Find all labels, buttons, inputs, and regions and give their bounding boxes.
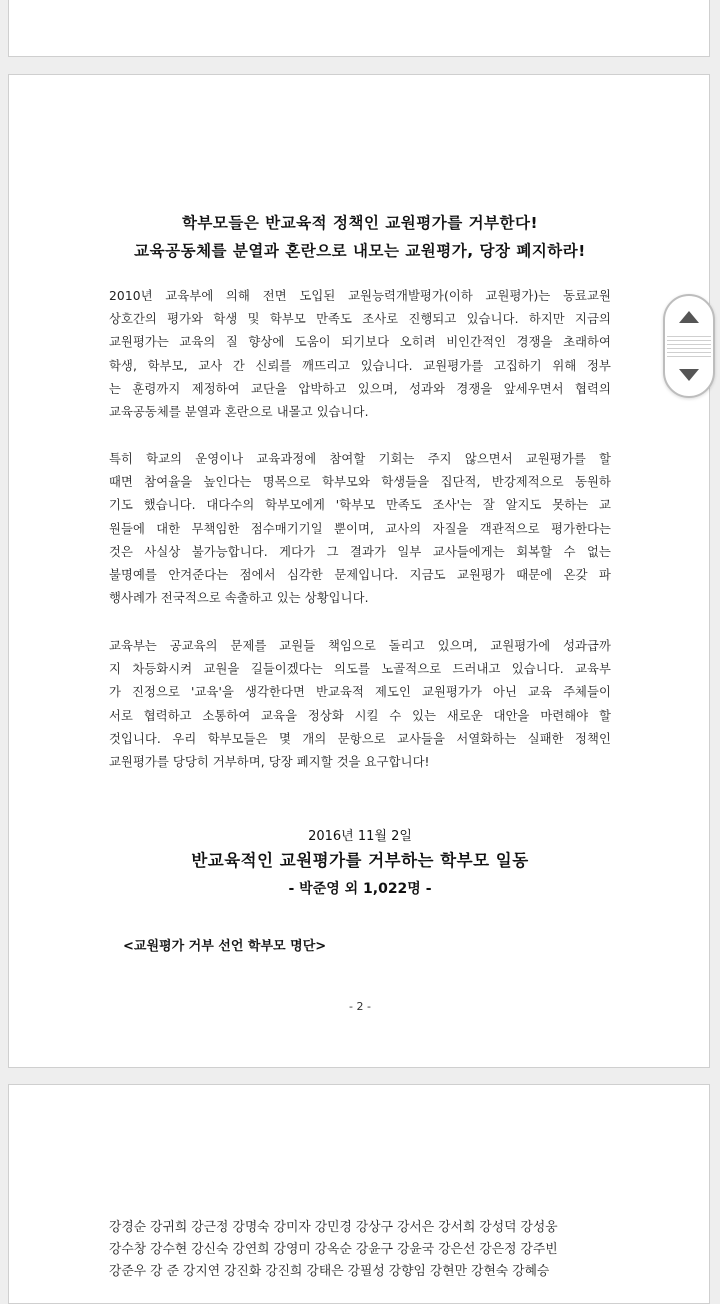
paragraph-line: 기도 했습니다. 대다수의 학부모에게 '학부모 만족도 조사'는 잘 알지도 못하는 교 (109, 498, 611, 513)
triangle-down-icon (679, 369, 699, 381)
paragraph-line: 상호간의 평가와 학생 및 학부모 만족도 조사로 진행되고 있습니다. 하지만 지금의 (109, 312, 611, 327)
scroll-up-button[interactable] (665, 300, 713, 334)
paragraph-line: 교원평가는 교육의 질 향상에 도움이 되기보다 오히려 비인간적인 경쟁을 초래하여 (109, 335, 611, 350)
names-row: 강경순 강귀희 강근정 강명숙 강미자 강민경 강상구 강서은 강서희 강성덕 강성웅 (109, 1220, 558, 1235)
paragraph-line: 학생, 학부모, 교사 간 신뢰를 깨뜨리고 있습니다. 교원평가를 고집하기 위해 정부 (109, 358, 611, 373)
paragraph-line: 것은 사실상 불가능합니다. 게다가 그 결과가 일부 교사들에게는 회복할 수 없는 (109, 544, 611, 559)
scroll-down-button[interactable] (665, 358, 713, 392)
scroll-grip[interactable] (667, 336, 711, 358)
paragraph-line: 서로 협력하고 소통하여 교육을 정상화 시킬 수 있는 새로운 대안을 마련해야 할 (109, 708, 611, 723)
document-page (8, 74, 710, 1068)
triangle-up-icon (679, 311, 699, 323)
paragraph-line: 불명예를 안겨준다는 점에서 심각한 문제입니다. 지금도 교원평가 때문에 온갖 파 (109, 568, 611, 583)
paragraph-line: 지 차등화시켜 교원을 길들이겠다는 의도를 노골적으로 드러내고 있습니다. 교육부 (109, 662, 611, 677)
document-date: 2016년 11월 2일 (308, 829, 412, 844)
document-title-line1: 학부모들은 반교육적 정책인 교원평가를 거부한다! (181, 214, 539, 232)
paragraph-line: 는 훈령까지 제정하여 교단을 압박하고 있으며, 성과와 경쟁을 앞세우면서 협력의 (109, 381, 611, 396)
previous-page (8, 0, 710, 57)
list-heading: <교원평가 거부 선언 학부모 명단> (123, 939, 327, 954)
paragraph-2 (109, 448, 611, 610)
next-page (8, 1084, 710, 1304)
paragraph-line: 교육부는 공교육의 문제를 교원들 책임으로 돌리고 있으며, 교원평가에 성과급까 (109, 639, 611, 653)
paragraph-line: 것입니다. 우리 학부모들은 몇 개의 문항으로 교사들을 서열화하는 실패한 정책인 (109, 731, 611, 746)
paragraph-line: 2010년 교육부에 의해 전면 도입된 교원능력개발평가(이하 교원평가)는 동료교원 (109, 289, 611, 303)
signatory-subtitle: - 박준영 외 1,022명 - (288, 881, 432, 897)
names-row: 강준우 강 준 강지연 강진화 강진희 강태은 강필성 강향임 강현만 강현숙 강혜승 (109, 1264, 550, 1279)
paragraph-line: 가 진정으로 '교육'을 생각한다면 반교육적 제도인 교원평가가 아닌 교육 주체들이 (109, 685, 611, 700)
paragraph-1 (109, 285, 611, 424)
names-list (109, 1217, 609, 1283)
paragraph-line: 교원평가를 당당히 거부하며, 당장 폐지할 것을 요구합니다! (109, 755, 430, 770)
names-row: 강수창 강수현 강신숙 강연희 강영미 강옥순 강윤구 강윤국 강은선 강은정 강주빈 (109, 1242, 558, 1257)
paragraph-line: 행사례가 전국적으로 속출하고 있는 상황입니다. (109, 591, 369, 606)
paragraph-line: 특히 학교의 운영이나 교육과정에 참여할 기회는 주지 않으면서 교원평가를 할 (109, 452, 611, 466)
paragraph-line: 원들에 대한 무책임한 점수매기기일 뿐이며, 교사의 자질을 객관적으로 평가한다는 (109, 521, 611, 536)
paragraph-line: 때면 참여율을 높인다는 명목으로 학부모와 학생들을 집단적, 반강제적으로 동원하 (109, 475, 611, 490)
paragraph-3 (109, 635, 611, 774)
paragraph-line: 교육공동체를 분열과 혼란으로 내몰고 있습니다. (109, 405, 369, 420)
signatory-title: 반교육적인 교원평가를 거부하는 학부모 일동 (191, 851, 529, 870)
page-number: - 2 - (349, 1000, 371, 1013)
document-title-line2: 교육공동체를 분열과 혼란으로 내모는 교원평가, 당장 폐지하라! (134, 242, 586, 260)
page-scroll-control (663, 294, 715, 398)
